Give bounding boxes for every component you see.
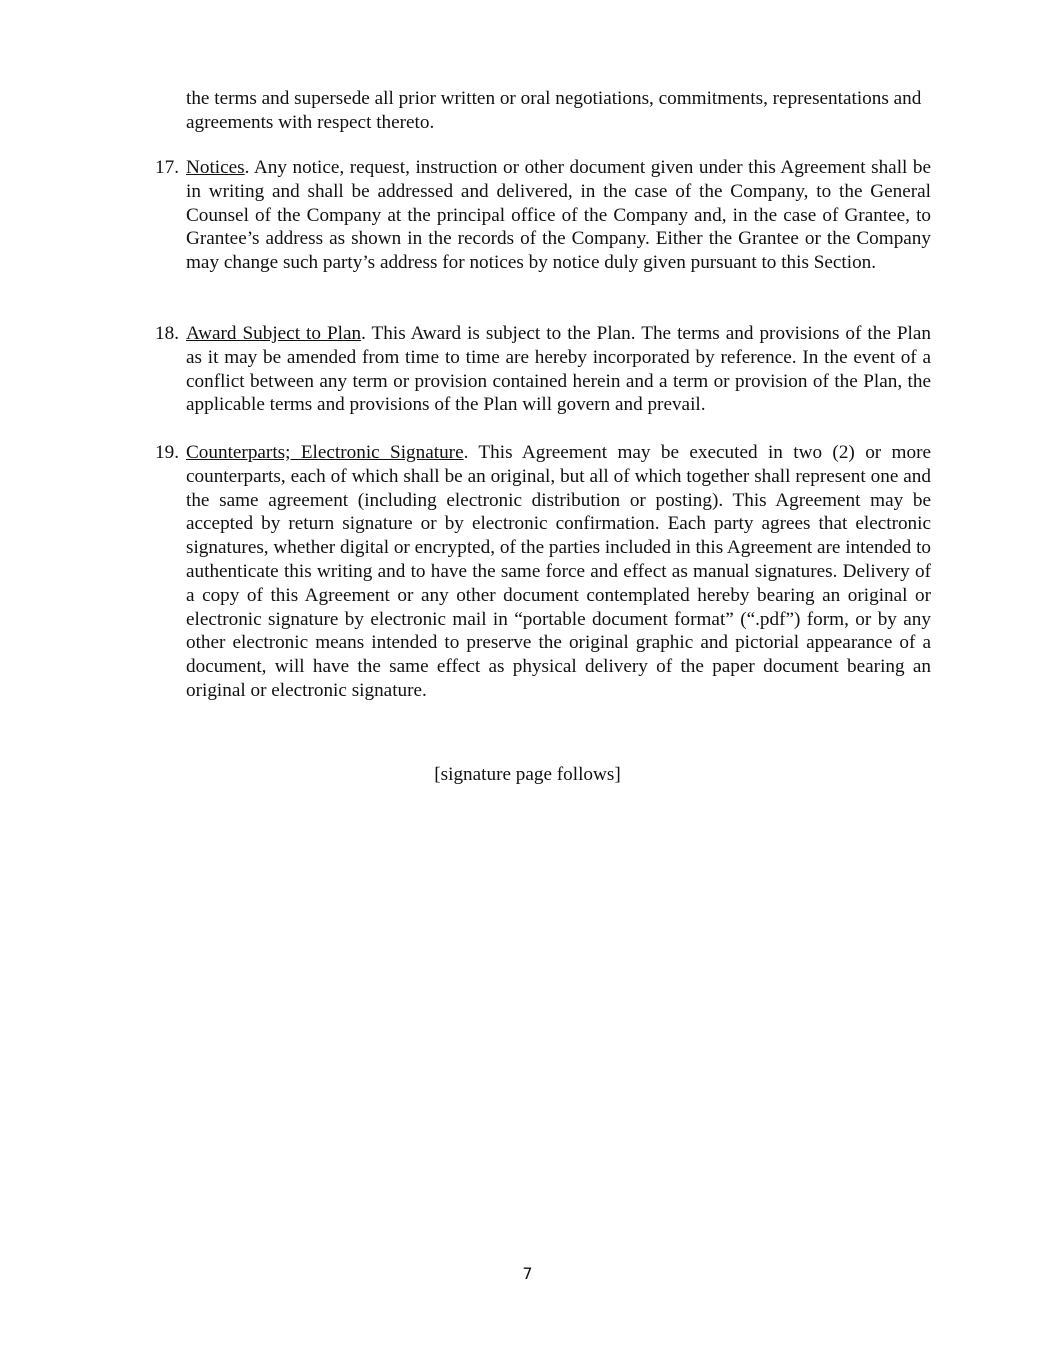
section-18-award-subject-to-plan <box>155 322 931 417</box>
section-body: . This Agreement may be executed in two (2) or more counterparts, each of which shall be an original, but all of which together shall represent one and the same agreement (including electronic distribution or posting). This Agreement may be accepted by return signature or by electronic confirmation. Each party agrees that electronic signatures, whether digital or encrypted, of the parties included in this Agreement are intended to authenticate this writing and to have the same force and effect as manual signatures. Delivery of a copy of this Agreement or any other document contemplated hereby bearing an original or electronic signature by electronic mail in “portable document format” (“.pdf”) form, or by any other electronic means intended to preserve the original graphic and pictorial appearance of a document, will have the same effect as physical delivery of the paper document bearing an original or electronic signature. <box>186 442 931 701</box>
section-17-notices <box>155 156 931 275</box>
section-number: 18. <box>155 323 179 344</box>
section-heading: Notices <box>186 157 245 178</box>
section-19-counterparts <box>155 441 931 703</box>
section-heading: Counterparts; Electronic Signature <box>186 442 464 463</box>
section-heading: Award Subject to Plan <box>186 323 362 344</box>
continuation-paragraph: the terms and supersede all prior written or oral negotiations, commitments, representations and agreements with respect thereto. <box>186 88 922 133</box>
section-body: . This Award is subject to the Plan. The terms and provisions of the Plan as it may be amended from time to time are hereby incorporated by reference. In the event of a conflict between any term or provision contained herein and a term or provision of the Plan, the applicable terms and provisions of the Plan will govern and prevail. <box>186 323 931 416</box>
signature-page-note: [signature page follows] <box>434 764 621 785</box>
page-number: 7 <box>522 1264 533 1283</box>
section-number: 17. <box>155 157 179 178</box>
section-body: . Any notice, request, instruction or other document given under this Agreement shall be in writing and shall be addressed and delivered, in the case of the Company, to the General Counsel of the Company at the principal office of the Company and, in the case of Grantee, to Grantee’s address as shown in the records of the Company. Either the Grantee or the Company may change such party’s address for notices by notice duly given pursuant to this Section. <box>186 157 931 274</box>
section-number: 19. <box>155 442 179 463</box>
